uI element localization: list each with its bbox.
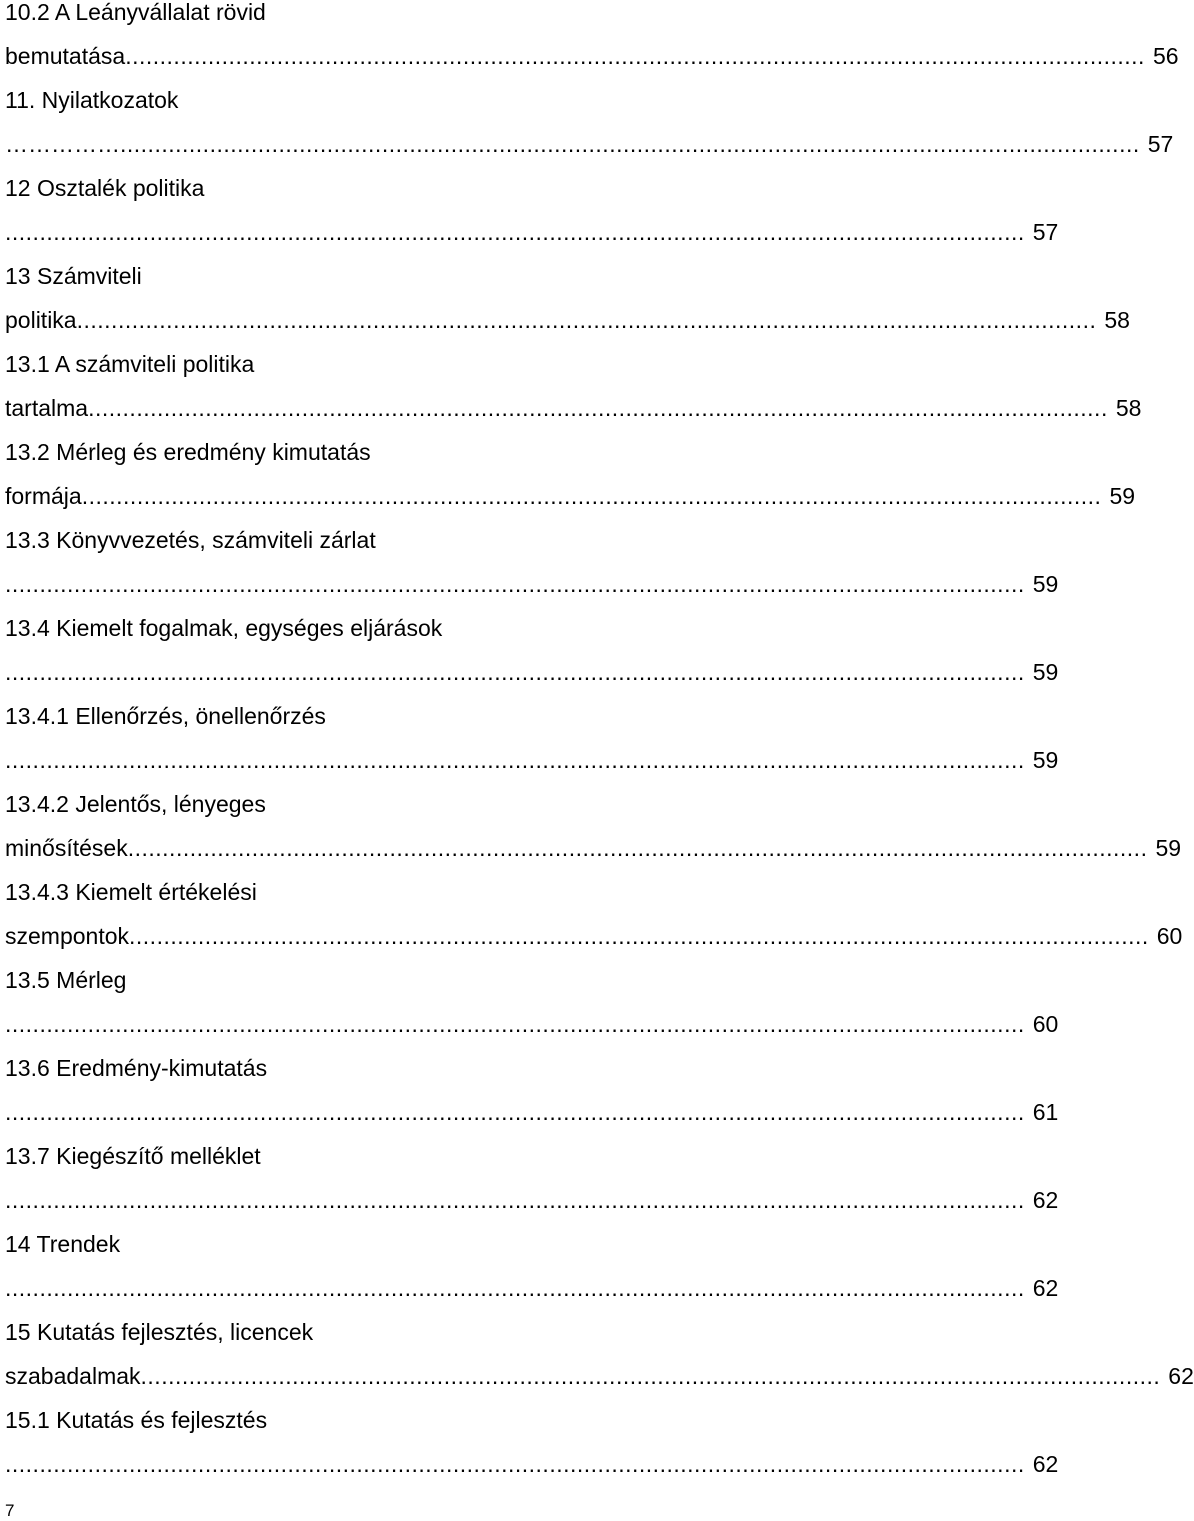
toc-entry-title: 11. Nyilatkozatok xyxy=(5,87,179,113)
toc-entry[interactable] xyxy=(5,1046,1059,1134)
toc-entry-leader-line xyxy=(5,914,1183,958)
toc-entry-page-number: 59 xyxy=(1109,483,1136,509)
toc-entry-title: 13 Számviteli xyxy=(5,263,142,289)
toc-entry-title: 13.4.2 Jelentős, lényeges xyxy=(5,791,266,817)
toc-entry-page-number: 59 xyxy=(1032,571,1059,597)
toc-entry-page-number: 62 xyxy=(1032,1275,1059,1301)
dot-leader: .................................................................................................................................................... xyxy=(5,1011,1025,1037)
toc-entry-title: 14 Trendek xyxy=(5,1231,121,1257)
toc-entry[interactable] xyxy=(5,1134,1059,1222)
toc-entry-leader-line xyxy=(5,122,1174,166)
toc-entry-page-number: 58 xyxy=(1115,395,1142,421)
toc-entry[interactable] xyxy=(5,958,1059,1046)
toc-entry-page-number: 62 xyxy=(1032,1187,1059,1213)
toc-entry-leader-line xyxy=(5,1178,1059,1222)
dot-leader: .................................................................................................................................................... xyxy=(127,835,1148,861)
toc-entry[interactable] xyxy=(5,782,1182,870)
toc-entry[interactable] xyxy=(5,0,1179,78)
toc-entry[interactable] xyxy=(5,694,1059,782)
toc-entry-page-number: 60 xyxy=(1156,923,1183,949)
dot-leader: .................................................................................................................................................... xyxy=(5,1187,1025,1213)
dot-leader: .................................................................................................................................................... xyxy=(5,571,1025,597)
toc-entry-title: 13.2 Mérleg és eredmény kimutatás xyxy=(5,439,371,465)
toc-entry-leader-line xyxy=(5,1266,1059,1310)
toc-entry-page-number: 62 xyxy=(1032,1451,1059,1477)
toc-entry-leader-line xyxy=(5,1354,1194,1398)
toc-entry-leader-line xyxy=(5,562,1059,606)
toc-entry-title: 13.4.1 Ellenőrzés, önellenőrzés xyxy=(5,703,326,729)
dot-leader: .................................................................................................................................................... xyxy=(76,307,1097,333)
toc-entry-title: 13.5 Mérleg xyxy=(5,967,127,993)
toc-entry-title: 15 Kutatás fejlesztés, licencek xyxy=(5,1319,314,1345)
toc-entry-title-continuation: …………… xyxy=(5,131,120,157)
toc-entry-leader-line xyxy=(5,738,1059,782)
toc-entry-title: 13.4.3 Kiemelt értékelési xyxy=(5,879,257,905)
toc-entry[interactable] xyxy=(5,1398,1059,1486)
toc-entry[interactable] xyxy=(5,1310,1194,1398)
toc-entry-title: 13.6 Eredmény-kimutatás xyxy=(5,1055,268,1081)
toc-entry[interactable] xyxy=(5,1222,1059,1310)
toc-entry-page-number: 58 xyxy=(1104,307,1130,333)
dot-leader: .................................................................................................................................................... xyxy=(5,747,1025,773)
dot-leader: .................................................................................................................................................... xyxy=(81,483,1102,509)
toc-entry-page-number: 56 xyxy=(1152,43,1179,69)
dot-leader: .................................................................................................................................................... xyxy=(88,395,1108,421)
toc-entry[interactable] xyxy=(5,518,1059,606)
toc-entry[interactable] xyxy=(5,870,1183,958)
dot-leader: .................................................................................................................................................... xyxy=(120,131,1140,157)
dot-leader: .................................................................................................................................................... xyxy=(5,1275,1025,1301)
toc-entry-title-continuation: minősítések xyxy=(5,835,128,861)
toc-entry-page-number: 57 xyxy=(1032,219,1059,245)
toc-entry-leader-line xyxy=(5,386,1142,430)
toc-entry-title: 13.1 A számviteli politika xyxy=(5,351,255,377)
dot-leader: .................................................................................................................................................... xyxy=(125,43,1145,69)
toc-entry-title-continuation: formája xyxy=(5,483,82,509)
toc-entry-leader-line xyxy=(5,1442,1059,1486)
dot-leader: .................................................................................................................................................... xyxy=(140,1363,1161,1389)
toc-entry-title: 13.3 Könyvvezetés, számviteli zárlat xyxy=(5,527,376,553)
toc-entry-page-number: 59 xyxy=(1032,659,1059,685)
toc-entry-page-number: 60 xyxy=(1032,1011,1059,1037)
toc-entry-leader-line xyxy=(5,826,1182,870)
toc-entry[interactable] xyxy=(5,342,1142,430)
toc-entry-leader-line xyxy=(5,34,1179,78)
toc-entry-title-continuation: szabadalmak xyxy=(5,1363,141,1389)
toc-entry-title-continuation: tartalma xyxy=(5,395,89,421)
dot-leader: .................................................................................................................................................... xyxy=(5,219,1025,245)
toc-entry-leader-line xyxy=(5,1090,1059,1134)
toc-entry-title: 10.2 A Leányvállalat rövid xyxy=(5,0,266,25)
toc-entry-leader-line xyxy=(5,210,1059,254)
toc-entry-leader-line xyxy=(5,1002,1059,1046)
toc-entry-title-continuation: politika xyxy=(5,307,77,333)
dot-leader: .................................................................................................................................................... xyxy=(5,1451,1025,1477)
toc-entry-page-number: 62 xyxy=(1168,1363,1194,1389)
toc-entry-title: 13.7 Kiegészítő melléklet xyxy=(5,1143,261,1169)
toc-entry-title-continuation: szempontok xyxy=(5,923,130,949)
dot-leader: .................................................................................................................................................... xyxy=(5,659,1025,685)
table-of-contents xyxy=(5,0,1194,1486)
toc-entry-leader-line xyxy=(5,650,1059,694)
dot-leader: .................................................................................................................................................... xyxy=(129,923,1149,949)
toc-entry-page-number: 57 xyxy=(1147,131,1174,157)
toc-entry-title: 15.1 Kutatás és fejlesztés xyxy=(5,1407,268,1433)
toc-entry-leader-line xyxy=(5,298,1130,342)
page-number: 7 xyxy=(5,1501,15,1520)
toc-entry[interactable] xyxy=(5,606,1059,694)
toc-entry[interactable] xyxy=(5,254,1130,342)
toc-entry-page-number: 59 xyxy=(1032,747,1059,773)
toc-entry[interactable] xyxy=(5,430,1136,518)
toc-entry-title-continuation: bemutatása xyxy=(5,43,126,69)
dot-leader: .................................................................................................................................................... xyxy=(5,1099,1025,1125)
toc-entry[interactable] xyxy=(5,166,1059,254)
toc-entry-page-number: 59 xyxy=(1155,835,1182,861)
toc-entry-leader-line xyxy=(5,474,1136,518)
toc-entry[interactable] xyxy=(5,78,1174,166)
toc-entry-title: 13.4 Kiemelt fogalmak, egységes eljárások xyxy=(5,615,443,641)
toc-entry-page-number: 61 xyxy=(1032,1099,1059,1125)
toc-entry-title: 12 Osztalék politika xyxy=(5,175,205,201)
